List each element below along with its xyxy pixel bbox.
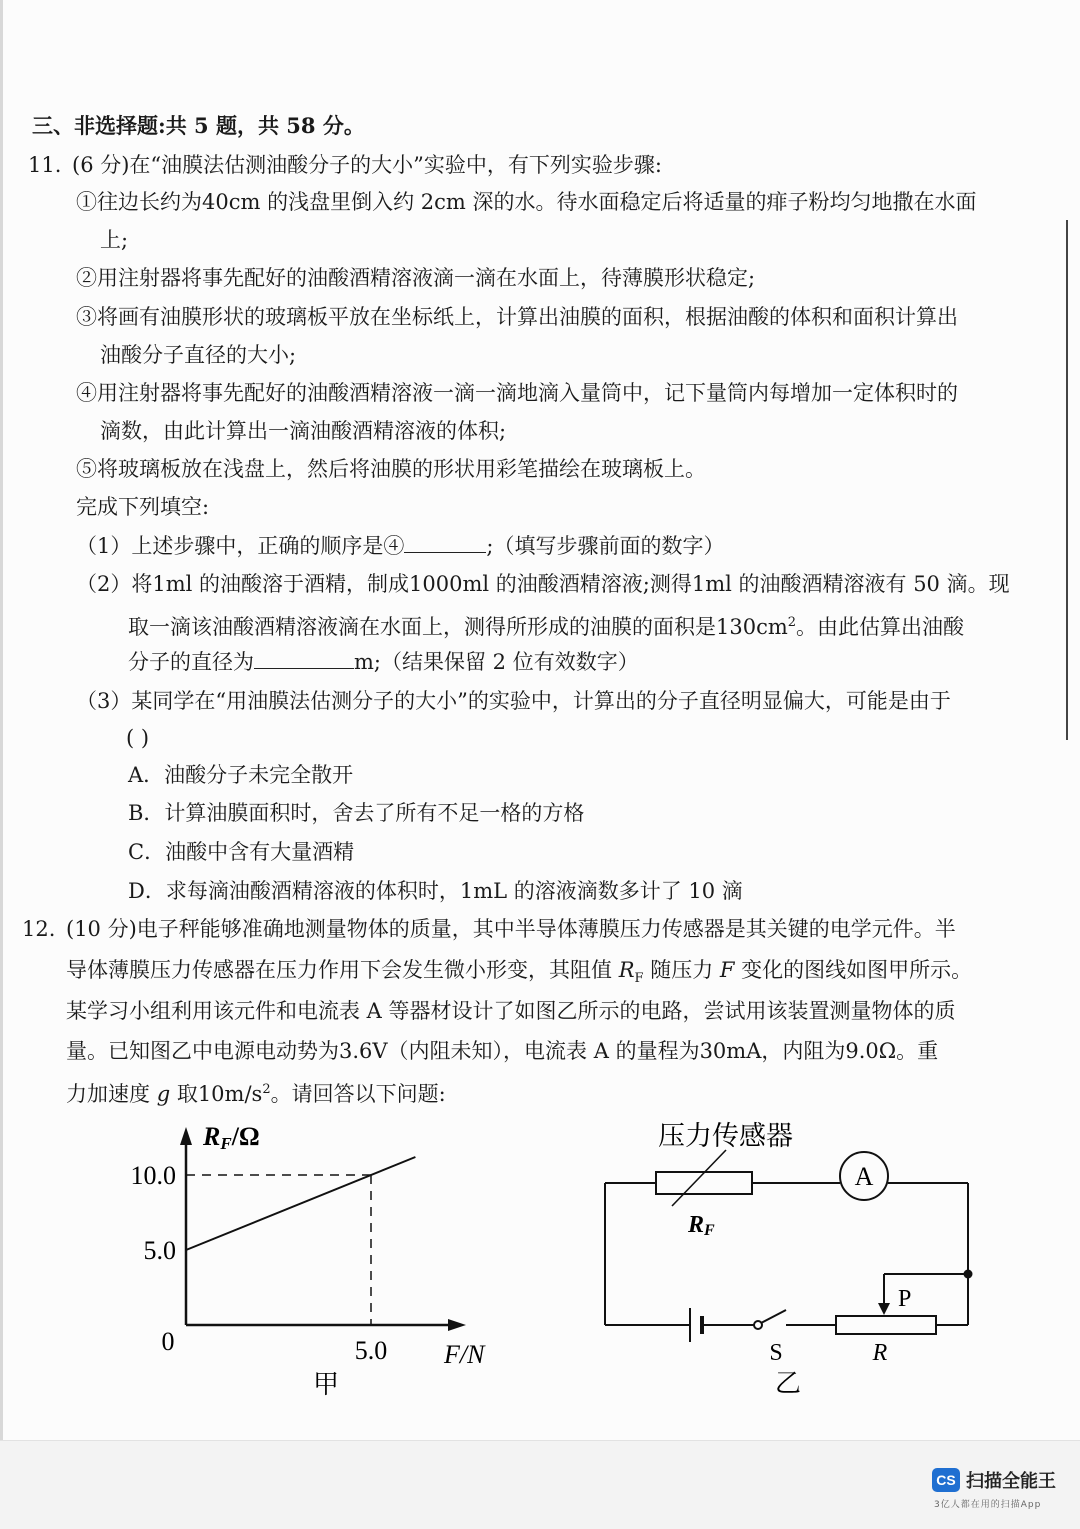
rheostat: [836, 1316, 936, 1334]
q12-line5: 力加速度 g 取$10m/s^2$。请回答以下问题:: [66, 1082, 446, 1106]
y-tick-label-10: 10.0: [130, 1161, 176, 1190]
slider-label: P: [898, 1286, 912, 1312]
q11-part1: （1）上述步骤中，正确的顺序是④ ;（填写步骤前面的数字）: [76, 534, 725, 558]
rheostat-label: R: [872, 1340, 888, 1366]
camscanner-logo-icon: CS: [932, 1468, 960, 1492]
q11-intro: (6 分)在“油膜法估测油酸分子的大小”实验中，有下列实验步骤:: [72, 153, 662, 177]
q11-option-a: A．油酸分子未完全散开: [128, 763, 354, 787]
sensor-variable-arrow: [672, 1150, 726, 1206]
scanner-footer: [0, 1440, 1080, 1529]
circuit-diagram: [590, 1110, 990, 1410]
x-tick-label-5: 5.0: [354, 1336, 388, 1365]
q12-number: 12.: [22, 917, 56, 941]
circuit-caption: 乙: [774, 1369, 802, 1398]
rf-vs-f-line: [186, 1157, 415, 1250]
q11-part3-paren[interactable]: ( ): [126, 726, 150, 750]
q11-step3-cont: 油酸分子直径的大小;: [100, 343, 297, 367]
y-axis-arrow: [180, 1127, 192, 1145]
q11-step2: ②用注射器将事先配好的油酸酒精溶液滴一滴在水面上，待薄膜形状稳定;: [76, 266, 756, 290]
q12-line4: 量。已知图乙中电源电动势为3.6V（内阻未知），电流表 A 的量程为30mA，内阻为9.0Ω。重: [66, 1039, 939, 1063]
q11-number: 11.: [28, 153, 62, 177]
x-axis-label: F/N: [444, 1340, 485, 1369]
q11-step1-cont: 上;: [100, 228, 129, 252]
answer-blank-2[interactable]: [254, 648, 354, 669]
scan-edge-left: [0, 0, 3, 1440]
q11-complete: 完成下列填空:: [76, 495, 210, 519]
q12-line3: 某学习小组利用该元件和电流表 A 等器材设计了如图乙所示的电路，尝试用该装置测量物体的质: [66, 999, 956, 1023]
x-axis-arrow: [448, 1319, 466, 1331]
watermark-tagline: 3亿人都在用的扫描App: [934, 1500, 1042, 1510]
section-header: 三、非选择题:共 5 题，共 58 分。: [32, 113, 365, 138]
switch-label: S: [769, 1340, 783, 1366]
graph-caption: 甲: [312, 1370, 340, 1399]
ammeter-label: A: [854, 1162, 874, 1191]
q11-option-c: C．油酸中含有大量酒精: [128, 840, 355, 864]
y-axis-label: RF/Ω: [203, 1122, 260, 1153]
q11-step1: ①往边长约为40cm 的浅盘里倒入约 2cm 深的水。待水面稳定后将适量的痱子粉均匀地撒在水面: [76, 190, 977, 214]
sensor-symbol-label: RF: [688, 1212, 715, 1239]
q11-option-d: D．求每滴油酸酒精溶液的体积时，1mL 的溶液滴数多计了 10 滴: [128, 879, 743, 903]
q11-step4: ④用注射器将事先配好的油酸酒精溶液一滴一滴地滴入量筒中，记下量筒内每增加一定体积时的: [76, 381, 958, 405]
answer-blank-1[interactable]: [404, 532, 486, 553]
origin-label: 0: [161, 1327, 175, 1356]
q11-option-b: B．计算油膜面积时，舍去了所有不足一格的方格: [128, 801, 585, 825]
q11-step3: ③将画有油膜形状的玻璃板平放在坐标纸上，计算出油膜的面积，根据油酸的体积和面积计算出: [76, 305, 958, 329]
q12-line1: (10 分)电子秤能够准确地测量物体的质量，其中半导体薄膜压力传感器是其关键的电学元件。半: [66, 917, 956, 941]
q12-line2: 导体薄膜压力传感器在压力作用下会发生微小形变，其阻值 $R_F$ 随压力 F 变化的图线如图甲所示。: [66, 958, 973, 987]
q11-part2: （2）将1ml 的油酸溶于酒精，制成1000ml 的油酸酒精溶液;测得1ml 的油酸酒精溶液有 50 滴。现: [76, 572, 1010, 596]
watermark-brand: 扫描全能王: [966, 1471, 1056, 1492]
pressure-sensor-resistor: [656, 1172, 752, 1194]
graph-jia: [110, 1115, 500, 1415]
slider-arrow: [878, 1303, 890, 1315]
q11-part3: （3）某同学在“用油膜法估测分子的大小”的实验中，计算出的分子直径明显偏大，可能是由于: [76, 689, 951, 713]
pressure-sensor-label: 压力传感器: [658, 1121, 793, 1151]
q11-step5: ⑤将玻璃板放在浅盘上，然后将油膜的形状用彩笔描绘在玻璃板上。: [76, 457, 706, 481]
y-tick-label-5: 5.0: [143, 1236, 176, 1265]
switch-blade: [761, 1310, 786, 1323]
q11-part2-cont: 取一滴该油酸酒精溶液滴在水面上，测得所形成的油膜的面积是$130cm^2$。由此估算出油酸: [128, 615, 965, 639]
q11-part2-answer: 分子的直径为 m;（结果保留 2 位有效数字）: [128, 650, 639, 674]
scanner-watermark: [932, 1466, 1056, 1494]
scan-edge-right: [1066, 220, 1068, 740]
q11-step4-cont: 滴数，由此计算出一滴油酸酒精溶液的体积;: [100, 419, 507, 443]
